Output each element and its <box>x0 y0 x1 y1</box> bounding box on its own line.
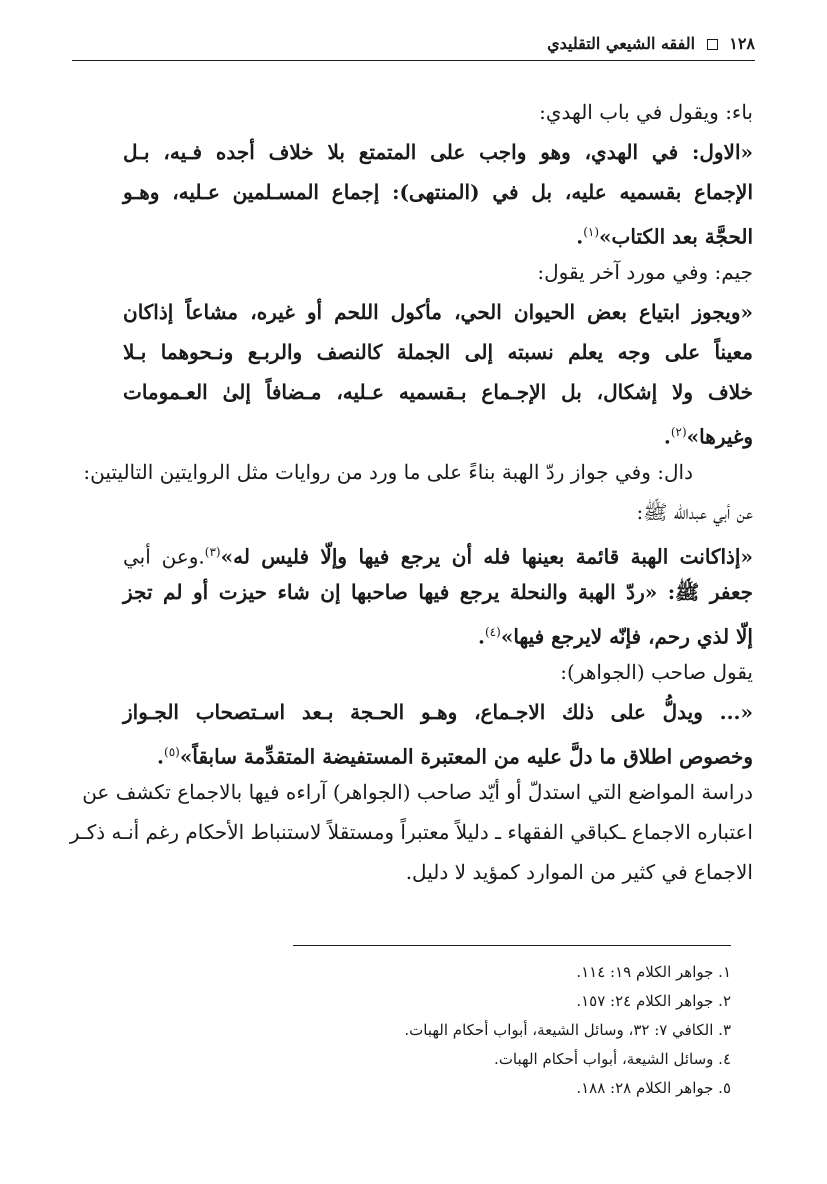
footnote-ref: (١) <box>583 225 600 239</box>
header-separator-square <box>707 39 718 50</box>
footnote: ١. جواهر الكلام ١٩: ١١٤. <box>576 963 731 981</box>
text-line: اعتباره الاجماع ـكباقي الفقهاء ـ دليلاً معتبراً ومستقلاً لاستنباط الأحكام رغم أنـه ذكـر <box>69 820 753 844</box>
quote-line: الإجماع بقسميه عليه، بل في (المنتهى): إجماع المسـلمين عـليه، وهـو <box>123 180 753 204</box>
quote-line: «ويجوز ابتياع بعض الحيوان الحي، مأكول اللحم أو غيره، مشاعاً إذاكان <box>123 300 753 324</box>
quote-line: «الاول: في الهدي، وهو واجب على المتمتع بلا خلاف أجده فـيه، بـل <box>123 140 753 164</box>
footnote-ref: (٤) <box>484 625 501 639</box>
footnote: ٢. جواهر الكلام ٢٤: ١٥٧. <box>576 992 731 1010</box>
quote-line: إلّا لذي رحم، فإنّه لايرجع فيها»$^{(٤)}$. <box>478 624 753 649</box>
footnote-ref: (٣) <box>204 545 221 559</box>
text-line: باء: ويقول في باب الهدي: <box>539 100 753 124</box>
footnote-rule <box>293 945 731 946</box>
footnote-ref: (٥) <box>164 745 180 759</box>
page-number: ١٢٨ <box>729 34 755 53</box>
quote-line: الحجَّة بعد الكتاب»$^{(١)}$. <box>576 224 753 249</box>
header-rule <box>72 60 755 61</box>
text-line: دراسة المواضع التي استدلّ أو أيّد صاحب (الجواهر) آراءه فيها بالاجماع تكشف عن <box>82 780 753 804</box>
footnote: ٥. جواهر الكلام ٢٨: ١٨٨. <box>576 1079 731 1097</box>
running-title: الفقه الشيعي التقليدي <box>547 34 696 53</box>
text-line: الاجماع في كثير من الموارد كمؤيد لا دليل. <box>405 860 753 884</box>
text-line: يقول صاحب (الجواهر): <box>560 660 753 684</box>
quote-line: وغيرها»$^{(٢)}$. <box>663 424 753 449</box>
quote-line: «إذاكانت الهبة قائمة بعينها فله أن يرجع فيها وإلّا فليس له»$^{(٣)}$.وعن أبي <box>123 544 753 569</box>
footnote-ref: (٢) <box>670 425 687 439</box>
quote-line: خلاف ولا إشكال، بل الإجـماع بـقسميه عـليه، مـضافاً إلىٰ العـمومات <box>123 380 753 404</box>
text-line: جيم: وفي مورد آخر يقول: <box>537 260 753 284</box>
main-text <box>69 92 753 892</box>
text-line: عن أبي عبدالله ﷺ: <box>636 500 753 524</box>
quote-line: جعفر ﷺ: «ردّ الهبة والنحلة يرجع فيها صاحبها إن شاء حيزت أو لم تجز <box>123 580 753 604</box>
running-header <box>72 34 755 60</box>
footnote: ٣. الكافي ٧: ٣٢، وسائل الشيعة، أبواب أحكام الهبات. <box>404 1021 731 1039</box>
footnote: ٤. وسائل الشيعة، أبواب أحكام الهبات. <box>494 1050 731 1068</box>
quote-line: «... ويدلُّ على ذلك الاجـماع، وهـو الحـجة بـعد اسـتصحاب الجـواز <box>123 700 753 724</box>
quote-line: وخصوص اطلاق ما دلَّ عليه من المعتبرة المستفيضة المتقدِّمة سابقاً»$^{(٥)}$. <box>157 744 753 769</box>
footnotes <box>231 958 731 1103</box>
quote-line: معيناً على وجه يعلم نسبته إلى الجملة كالنصف والربـع ونـحوهما بـلا <box>123 340 753 364</box>
text-line: دال: وفي جواز ردّ الهبة بناءً على ما ورد من روايات مثل الروايتين التاليتين: <box>83 460 693 484</box>
